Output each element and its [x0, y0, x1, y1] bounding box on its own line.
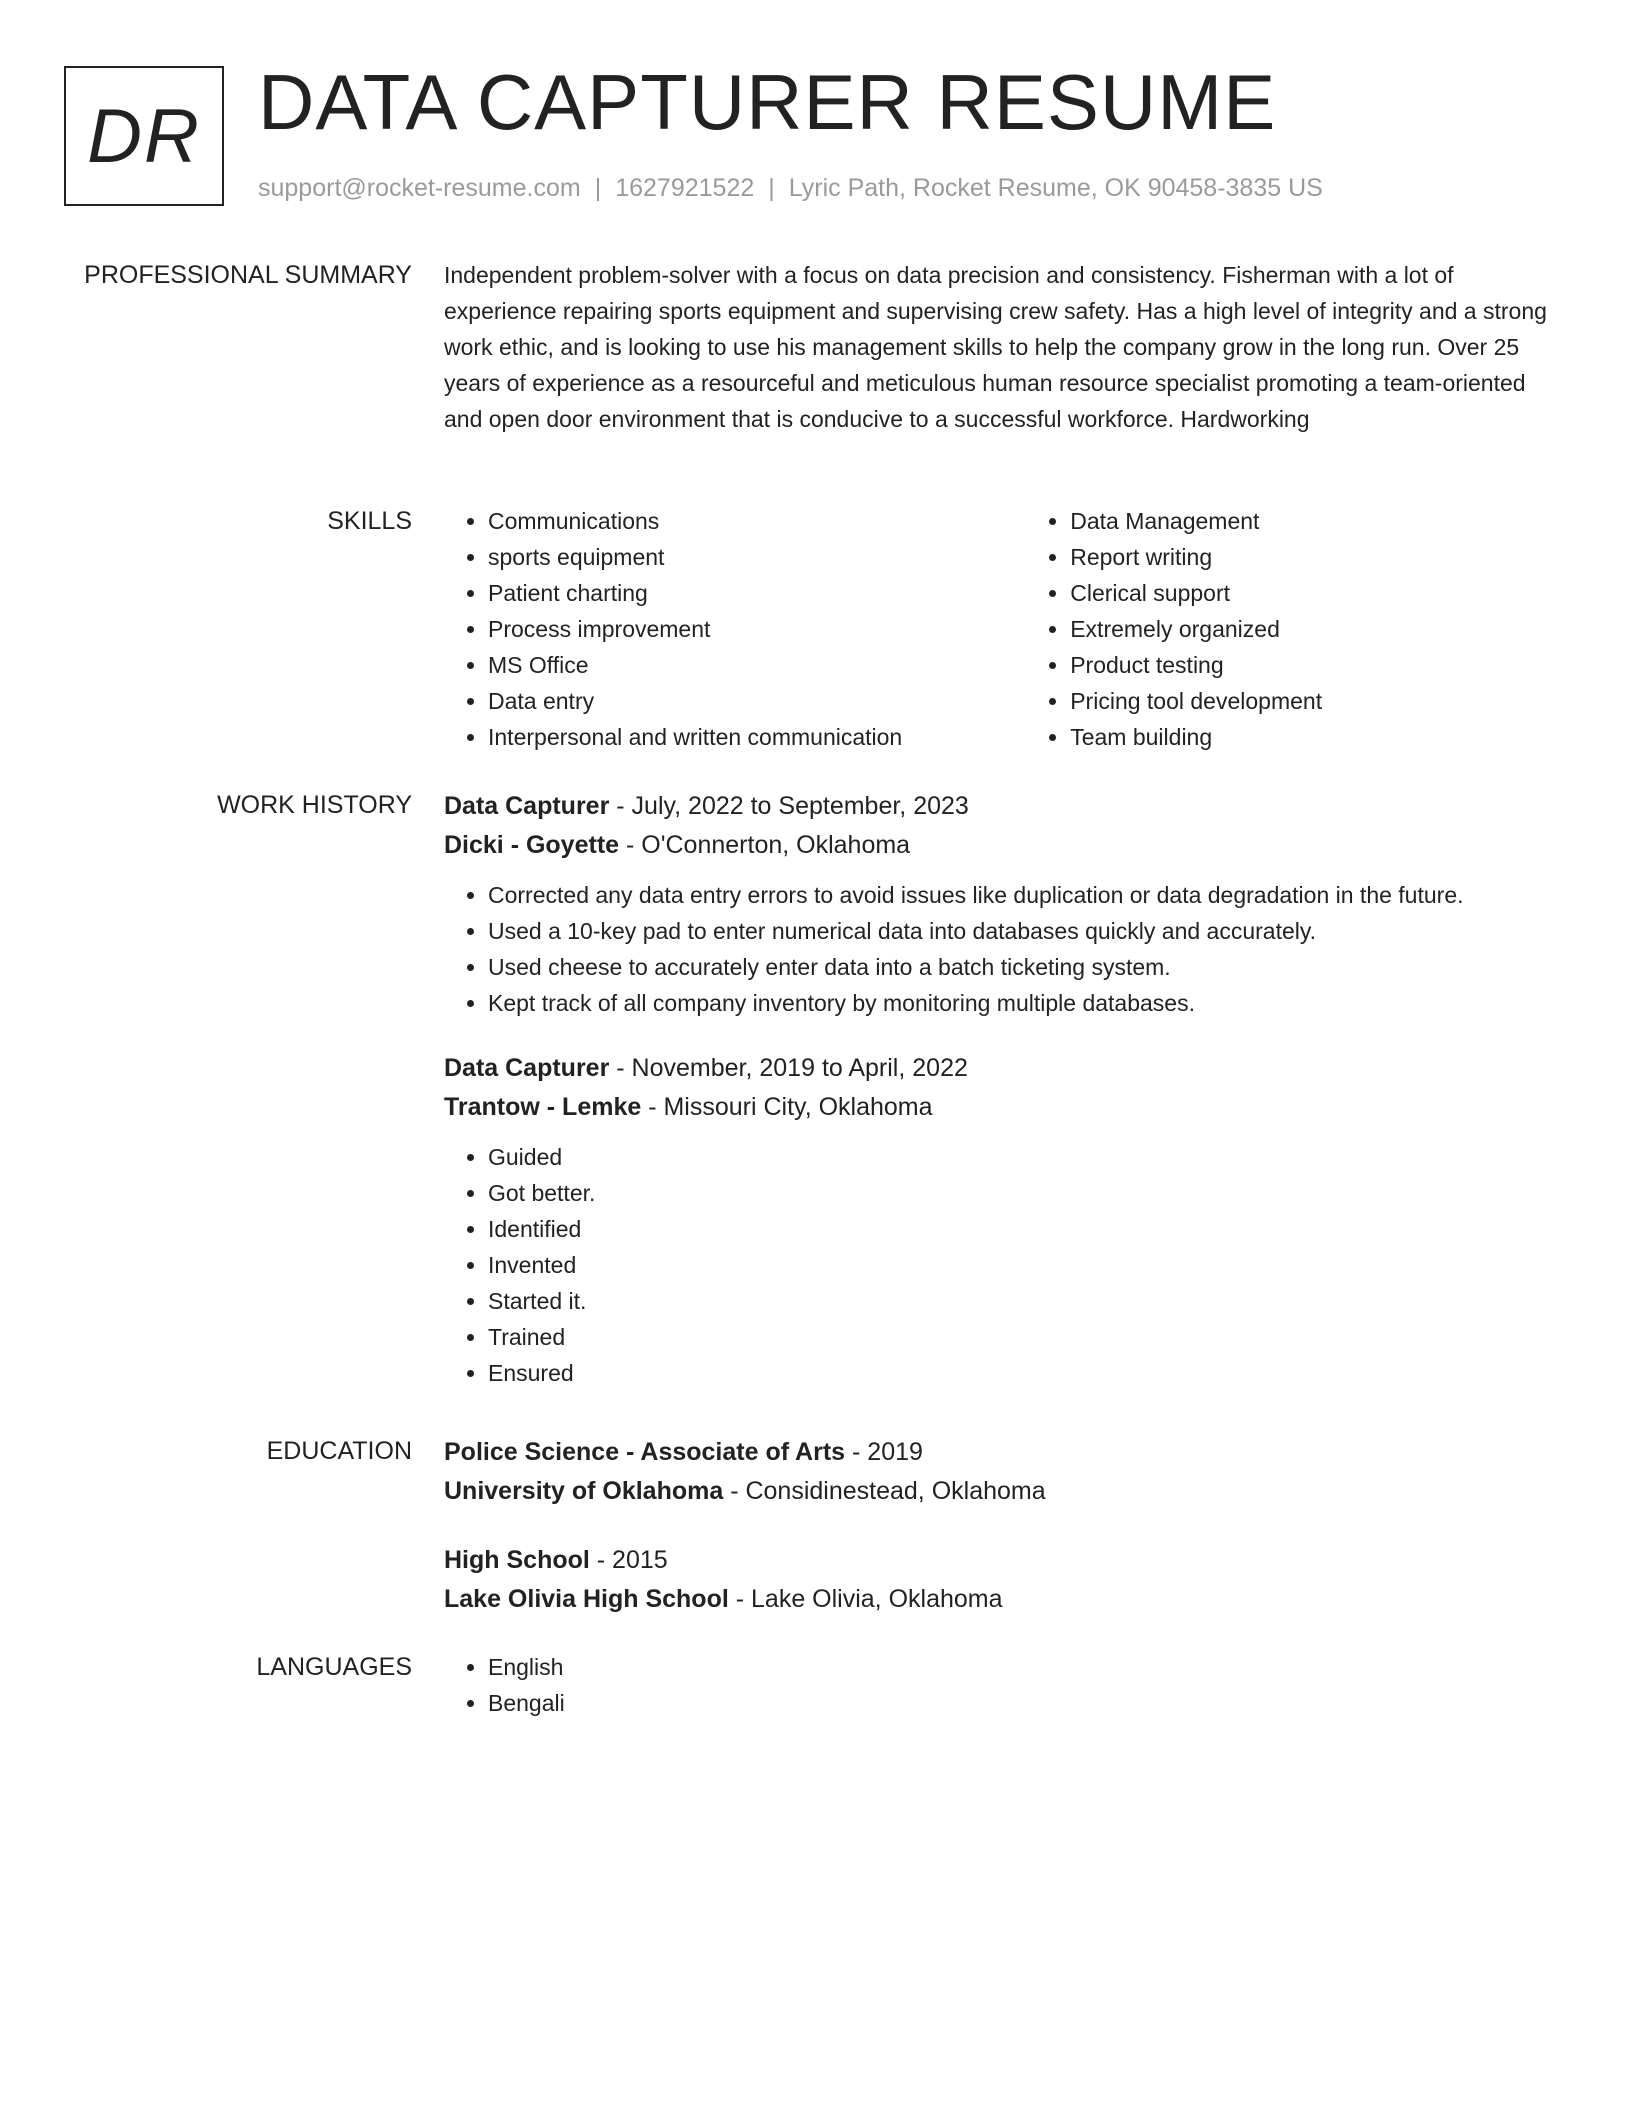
job-location: - O'Connerton, Oklahoma [619, 831, 911, 859]
section-label-work: WORK HISTORY [217, 791, 412, 819]
skill-item: • Product testing [1070, 647, 1564, 683]
job-employer: Dicki - Goyette [444, 831, 620, 859]
education-degree-line [444, 1541, 1564, 1580]
job-title: Data Capturer [444, 792, 610, 820]
education-year: - 2019 [845, 1438, 923, 1466]
skill-item: • MS Office [488, 647, 1026, 683]
education-degree: High School [444, 1546, 590, 1574]
skill-item: • sports equipment [488, 539, 1026, 575]
contact-separator: | [768, 174, 775, 202]
section-label-summary: PROFESSIONAL SUMMARY [84, 261, 412, 289]
skill-item: • Clerical support [1070, 575, 1564, 611]
job-employer: Trantow - Lemke [444, 1093, 642, 1121]
education-degree-line [444, 1433, 1564, 1472]
contact-line [258, 174, 1323, 203]
education-year: - 2015 [589, 1546, 668, 1574]
monogram-initials: DR [87, 93, 201, 179]
education-location: - Lake Olivia, Oklahoma [728, 1585, 1003, 1613]
skill-item: • Interpersonal and written communication [488, 719, 1026, 755]
job-duty: • Guided [488, 1139, 1564, 1175]
job-entry [444, 787, 1564, 1021]
education-school-line [444, 1580, 1564, 1619]
skill-item: • Communications [488, 503, 1026, 539]
skill-item: • Data entry [488, 683, 1026, 719]
education-school-line [444, 1472, 1564, 1511]
languages-list [444, 1649, 1564, 1721]
job-duty: • Corrected any data entry errors to avoid issues like duplication or data degradation in the future. [488, 877, 1564, 913]
skill-item: • Pricing tool development [1070, 683, 1564, 719]
job-employer-line [444, 1088, 1564, 1127]
monogram-box [64, 66, 224, 206]
skill-item: • Team building [1070, 719, 1564, 755]
contact-phone: 1627921522 [615, 174, 755, 202]
summary-text: Independent problem-solver with a focus on data precision and consistency. Fisherman with a lot of experience repairing sports equipment and supervising crew safety. Has a high level of integrity and a strong work ethic, and is looking to use his management skills to help the company grow in the long run. Over 25 years of experience as a resourceful and meticulous human resource specialist promoting a team-oriented and open door environment that is conducive to a successful workforce. Hardworking [444, 262, 1547, 432]
job-title: Data Capturer [444, 1054, 610, 1082]
contact-address: Lyric Path, Rocket Resume, OK 90458-3835 US [788, 174, 1323, 202]
job-title-line [444, 787, 1564, 826]
education-school: Lake Olivia High School [444, 1585, 729, 1613]
job-dates: - November, 2019 to April, 2022 [609, 1054, 968, 1082]
job-duties-list [444, 877, 1564, 1021]
skills-list-left [444, 503, 1026, 755]
job-entry [444, 1049, 1564, 1391]
job-employer-line [444, 826, 1564, 865]
job-duty: • Used cheese to accurately enter data into a batch ticketing system. [488, 949, 1564, 985]
skill-item: • Extremely organized [1070, 611, 1564, 647]
skill-item: • Patient charting [488, 575, 1026, 611]
section-label-education: EDUCATION [266, 1437, 412, 1465]
education-location: - Considinestead, Oklahoma [723, 1477, 1046, 1505]
education-school: University of Oklahoma [444, 1477, 724, 1505]
section-label-languages: LANGUAGES [256, 1653, 412, 1681]
job-duty: • Started it. [488, 1283, 1564, 1319]
education-entry [444, 1433, 1564, 1511]
job-duty: • Trained [488, 1319, 1564, 1355]
job-duties-list [444, 1139, 1564, 1391]
job-duty: • Used a 10-key pad to enter numerical data into databases quickly and accurately. [488, 913, 1564, 949]
contact-email: support@rocket-resume.com [258, 174, 581, 202]
job-duty: • Got better. [488, 1175, 1564, 1211]
resume-title: DATA CAPTURER RESUME [258, 58, 1277, 146]
job-location: - Missouri City, Oklahoma [641, 1093, 933, 1121]
job-dates: - July, 2022 to September, 2023 [609, 792, 969, 820]
job-title-line [444, 1049, 1564, 1088]
education-entry [444, 1541, 1564, 1619]
skill-item: • Report writing [1070, 539, 1564, 575]
job-duty: • Identified [488, 1211, 1564, 1247]
skill-item: • Data Management [1070, 503, 1564, 539]
job-duty: • Ensured [488, 1355, 1564, 1391]
skills-list-right [1026, 503, 1564, 755]
job-duty: • Kept track of all company inventory by monitoring multiple databases. [488, 985, 1564, 1021]
language-item: • Bengali [488, 1685, 1564, 1721]
language-item: • English [488, 1649, 1564, 1685]
section-label-skills: SKILLS [327, 507, 412, 535]
job-duty: • Invented [488, 1247, 1564, 1283]
contact-separator: | [594, 174, 602, 202]
education-degree: Police Science - Associate of Arts [444, 1438, 846, 1466]
skill-item: • Process improvement [488, 611, 1026, 647]
